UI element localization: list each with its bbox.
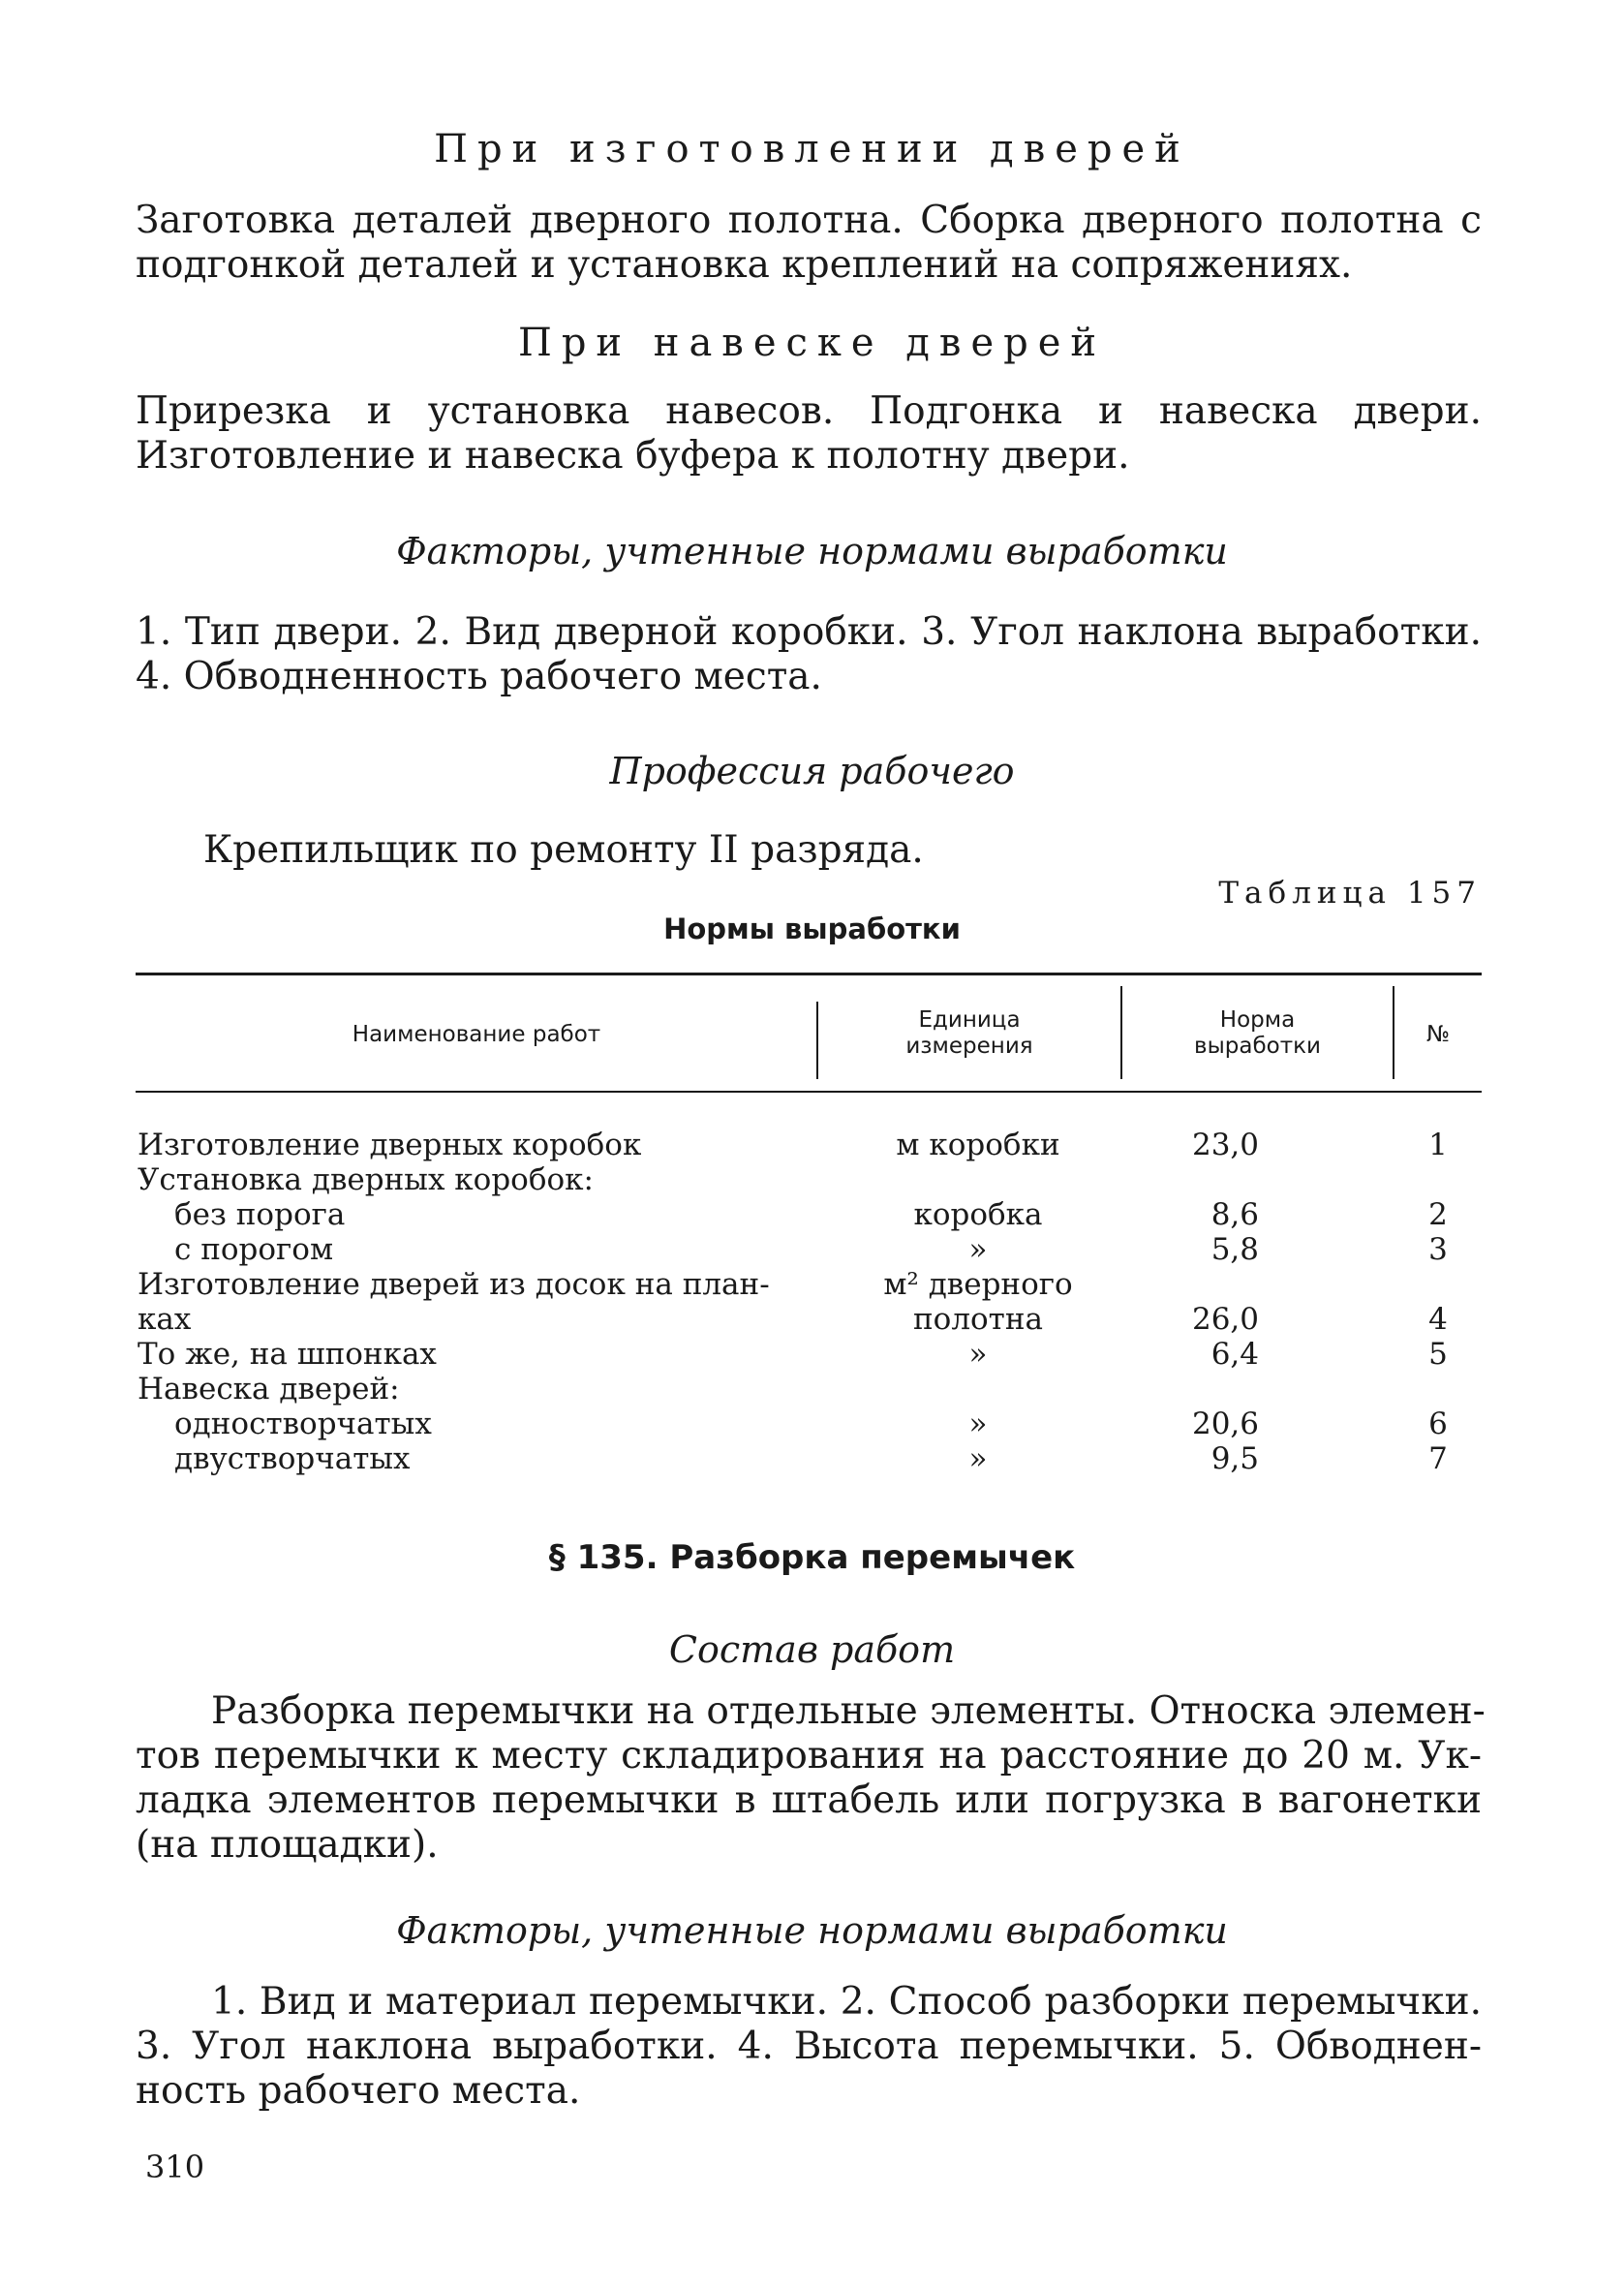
section-title: § 135. Разборка перемычек [548, 1538, 1076, 1577]
cell-unit: » [968, 1441, 988, 1476]
cell-number: 2 [1428, 1197, 1448, 1232]
cell-norm: 26,0 [1191, 1302, 1259, 1337]
column-header-norm-line: выработки [1194, 1034, 1321, 1059]
cell-unit: » [968, 1337, 988, 1372]
column-header-unit-line: Единица [918, 1007, 1021, 1033]
column-header-number: № [1426, 1022, 1450, 1047]
table-row [0, 1128, 1624, 1162]
factors-line: 3. Угол наклона выработки. 4. Высота перемычки. 5. Обводнен- [136, 2025, 1482, 2068]
cell-number: 4 [1428, 1302, 1448, 1337]
cell-norm: 23,0 [1191, 1128, 1259, 1162]
table-row [0, 1407, 1624, 1441]
cell-unit: м² дверного [883, 1267, 1073, 1302]
table-title: Нормы выработки [663, 912, 961, 945]
table-header-rule [136, 1091, 1482, 1093]
cell-name: двустворчатых [174, 1441, 411, 1476]
table-top-rule [136, 973, 1482, 975]
cell-unit: » [968, 1407, 988, 1441]
composition-line: ладка элементов перемычки в штабель или погрузка в вагонетки [136, 1778, 1482, 1822]
heading-doors-hanging: При навеске дверей [517, 321, 1107, 365]
column-header-norm-line: Норма [1219, 1007, 1296, 1033]
cell-norm: 9,5 [1210, 1441, 1259, 1476]
factors-text-1: 1. Тип двери. 2. Вид дверной коробки. 3. Угол наклона выработки. 4. Обводненность рабочего места. [136, 610, 1482, 698]
table-row [0, 1372, 1624, 1407]
column-header-unit-line: измерения [905, 1034, 1033, 1059]
cell-norm: 8,6 [1210, 1197, 1259, 1232]
table-row [0, 1441, 1624, 1476]
factors-line: ность рабочего места. [136, 2069, 581, 2113]
cell-norm: 5,8 [1210, 1232, 1259, 1267]
cell-name: ках [138, 1302, 192, 1337]
cell-number: 6 [1428, 1407, 1448, 1441]
cell-name: Изготовление дверей из досок на план- [138, 1267, 770, 1302]
composition-line: тов перемычки к месту складирования на расстояние до 20 м. Ук- [136, 1734, 1482, 1778]
profession-heading: Профессия рабочего [609, 750, 1015, 792]
cell-unit: коробка [913, 1197, 1043, 1232]
cell-unit: полотна [913, 1302, 1043, 1337]
paragraph-doors-hanging: Прирезка и установка навесов. Подгонка и навеска двери. Изготовление и навеска буфера к полотну двери. [136, 389, 1482, 478]
cell-number: 7 [1428, 1441, 1448, 1476]
cell-norm: 20,6 [1191, 1407, 1259, 1441]
column-header-norm [1122, 1007, 1393, 1060]
cell-unit: м коробки [896, 1128, 1060, 1162]
composition-line: (на площадки). [136, 1823, 439, 1867]
cell-number: 3 [1428, 1232, 1448, 1267]
cell-name: Навеска дверей: [138, 1372, 400, 1407]
composition-heading: Состав работ [668, 1628, 956, 1671]
factors-heading-2: Факторы, учтенные нормами выработки [396, 1909, 1228, 1952]
table-row [0, 1232, 1624, 1267]
page-number: 310 [145, 2149, 205, 2185]
table-row [0, 1267, 1624, 1302]
heading-doors-making: При изготовлении дверей [434, 127, 1190, 171]
column-header-name: Наименование работ [352, 1022, 601, 1047]
table-row [0, 1197, 1624, 1232]
cell-number: 1 [1428, 1128, 1448, 1162]
table-row [0, 1302, 1624, 1337]
table-row [0, 1337, 1624, 1372]
cell-number: 5 [1428, 1337, 1448, 1372]
table-row [0, 1162, 1624, 1197]
table-caption: Таблица 157 [1218, 876, 1482, 911]
factors-line: 1. Вид и материал перемычки. 2. Способ разборки перемычки. [211, 1980, 1482, 2024]
cell-unit: » [968, 1232, 988, 1267]
cell-norm: 6,4 [1210, 1337, 1259, 1372]
cell-name: Установка дверных коробок: [138, 1162, 594, 1197]
cell-name: с порогом [174, 1232, 334, 1267]
composition-line: Разборка перемычки на отдельные элементы. Относка элемен- [211, 1689, 1486, 1733]
profession-text: Крепильщик по ремонту II разряда. [203, 828, 924, 872]
column-header-unit [818, 1007, 1120, 1060]
paragraph-doors-making: Заготовка деталей дверного полотна. Сборка дверного полотна с подгонкой деталей и установка креплений на сопряжениях. [136, 199, 1482, 287]
cell-name: То же, на шпонках [138, 1337, 437, 1372]
cell-name: без порога [174, 1197, 346, 1232]
cell-name: одностворчатых [174, 1407, 432, 1441]
factors-heading-1: Факторы, учтенные нормами выработки [396, 530, 1228, 572]
cell-name: Изготовление дверных коробок [138, 1128, 642, 1162]
